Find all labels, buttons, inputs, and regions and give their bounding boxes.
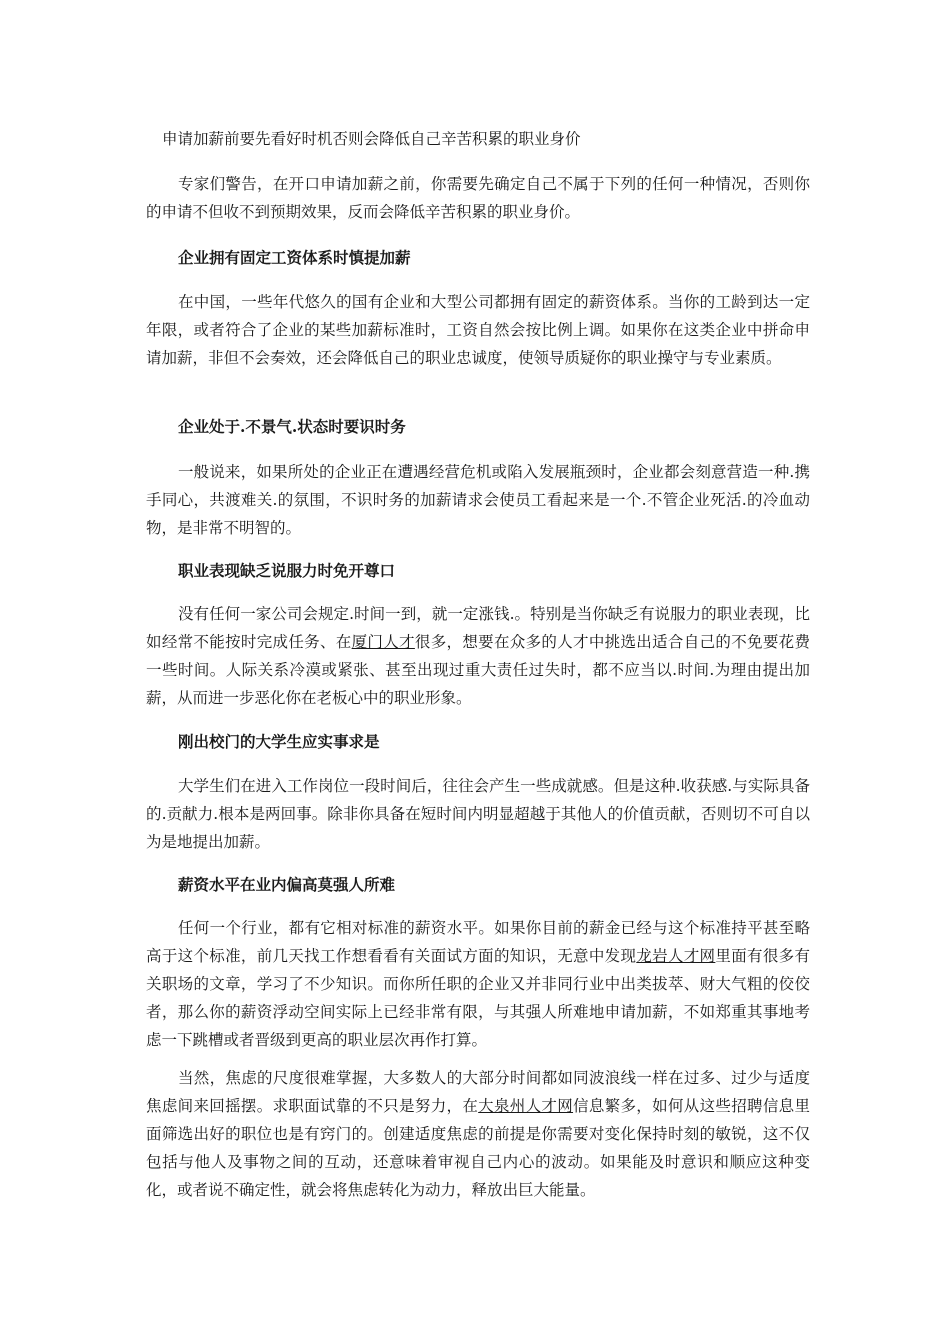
quanzhou-talent-link[interactable]: 大泉州人才网 [478, 1097, 574, 1115]
section-body-3-text-a: 没有任何一家公司会规定.时间一到，就一定涨钱.。特别是当你缺乏有说服力的职业表现，比如经常不能按时完成任务、在 [146, 605, 810, 651]
longyan-talent-link[interactable]: 龙岩人才网 [636, 947, 716, 965]
intro-paragraph: 专家们警告，在开口申请加薪之前，你需要先确定自己不属于下列的任何一种情况，否则你的申请不但收不到预期效果，反而会降低辛苦积累的职业身价。 [146, 175, 810, 221]
section-heading-4: 刚出校门的大学生应实事求是 [178, 732, 380, 751]
section-heading-2: 企业处于.不景气.状态时要识时务 [178, 417, 406, 436]
closing-paragraph [146, 1064, 810, 1204]
document-title: 申请加薪前要先看好时机否则会降低自己辛苦积累的职业身价 [162, 130, 581, 148]
section-body-5-text-a: 任何一个行业，都有它相对标准的薪资水平。如果你目前的薪金已经与这个标准持平甚至略高于这个标准，前几天找工作想看看有关面试方面的知识，无意中发现 [146, 919, 810, 965]
section-body-2: 一般说来，如果所处的企业正在遭遇经营危机或陷入发展瓶颈时，企业都会刻意营造一种.携手同心，共渡难关.的氛围，不识时务的加薪请求会使员工看起来是一个.不管企业死活.的冷血动物，是非常不明智的。 [146, 463, 810, 537]
section-body-3 [146, 600, 810, 712]
closing-text-b: 信息繁多，如何从这些招聘信息里面筛选出好的职位也是有窍门的。创建适度焦虑的前提是你需要对变化保持时刻的敏锐，这不仅包括与他人及事物之间的互动，还意味着审视自己内心的波动。如果能及时意识和顺应这种变化，或者说不确定性，就会将焦虑转化为动力，释放出巨大能量。 [146, 1097, 810, 1199]
closing-text-a: 当然，焦虑的尺度很难掌握，大多数人的大部分时间都如同波浪线一样在过多、过少与适度焦虑间来回摇摆。求职面试靠的不只是努力，在 [146, 1069, 810, 1115]
section-body-5-text-b: 里面有很多有关职场的文章，学习了不少知识。而你所任职的企业又并非同行业中出类拔萃、财大气粗的佼佼者，那么你的薪资浮动空间实际上已经非常有限，与其强人所难地申请加薪，不如郑重其事地考虑一下跳槽或者晋级到更高的职业层次再作打算。 [146, 947, 810, 1049]
section-heading-5: 薪资水平在业内偏高莫强人所难 [178, 875, 396, 894]
section-body-5 [146, 914, 810, 1054]
section-body-4: 大学生们在进入工作岗位一段时间后，往往会产生一些成就感。但是这种.收获感.与实际具备的.贡献力.根本是两回事。除非你具备在短时间内明显超越于其他人的价值贡献，否则切不可自以为是地提出加薪。 [146, 777, 810, 851]
section-heading-3: 职业表现缺乏说服力时免开尊口 [178, 561, 396, 580]
section-body-3-text-b: 很多，想要在众多的人才中挑选出适合自己的不免要花费一些时间。人际关系冷漠或紧张、甚至出现过重大责任过失时，都不应当以.时间.为理由提出加薪，从而进一步恶化你在老板心中的职业形象。 [146, 633, 810, 707]
xiamen-talent-link[interactable]: 厦门人才 [351, 633, 415, 651]
section-body-1: 在中国，一些年代悠久的国有企业和大型公司都拥有固定的薪资体系。当你的工龄到达一定年限，或者符合了企业的某些加薪标准时，工资自然会按比例上调。如果你在这类企业中拼命申请加薪，非但不会奏效，还会降低自己的职业忠诚度，使领导质疑你的职业操守与专业素质。 [146, 293, 810, 367]
section-heading-1: 企业拥有固定工资体系时慎提加薪 [178, 248, 411, 267]
